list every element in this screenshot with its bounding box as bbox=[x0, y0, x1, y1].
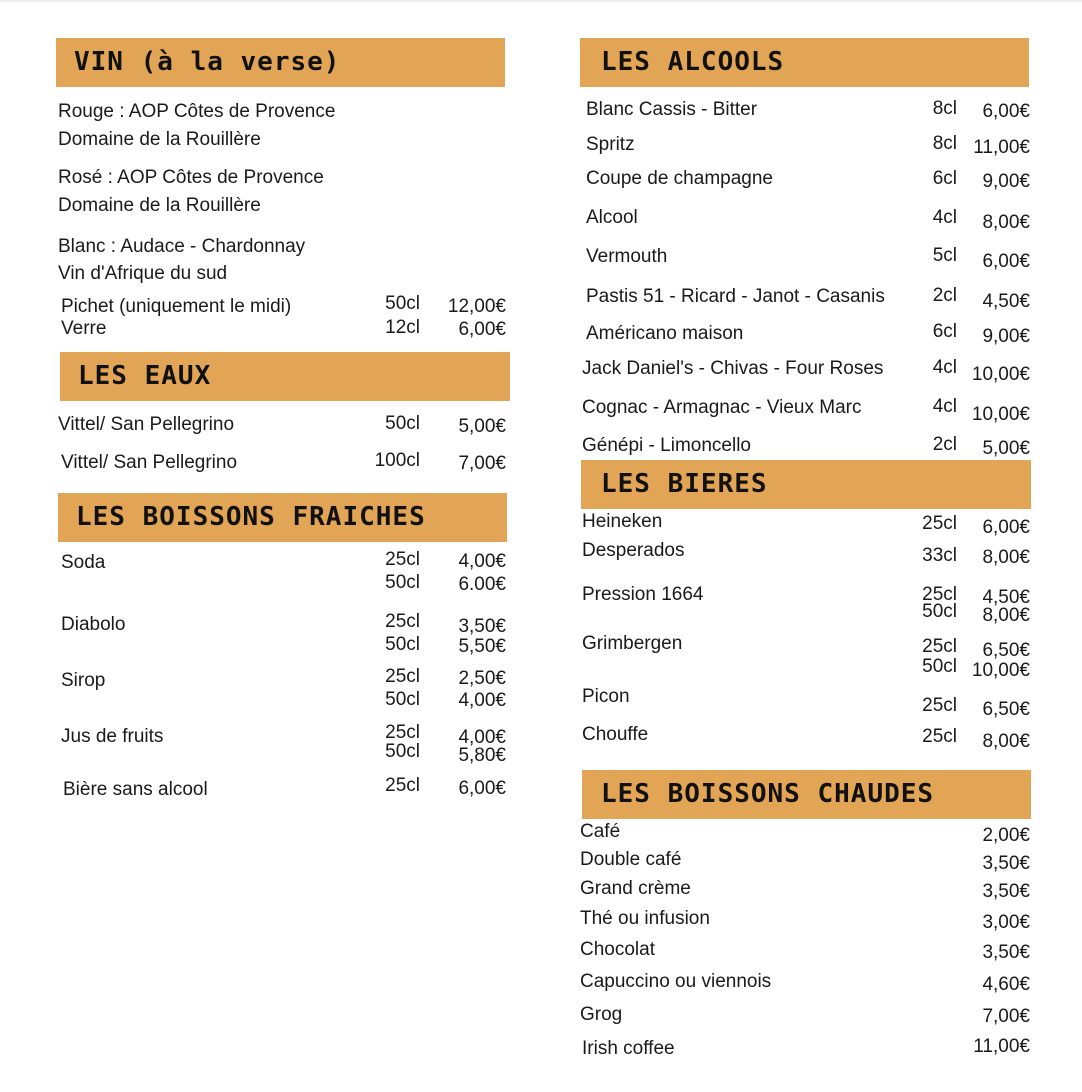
menu-item-price: 4,50€ bbox=[982, 587, 1030, 608]
menu-item-name: Chouffe bbox=[582, 724, 649, 745]
menu-item-volume: 25cl bbox=[922, 513, 957, 534]
menu-item-price: 4,50€ bbox=[982, 291, 1030, 312]
menu-item-price: 3,00€ bbox=[982, 912, 1030, 933]
menu-item-name: Café bbox=[580, 821, 621, 842]
vin-rouge-line1: Rouge : AOP Côtes de Provence bbox=[58, 101, 336, 122]
menu-item-volume: 4cl bbox=[932, 396, 957, 417]
section-header-boissons-fraiches: LES BOISSONS FRAICHES bbox=[58, 493, 507, 542]
menu-item-name: Pression 1664 bbox=[582, 584, 704, 605]
menu-item-price: 4,00€ bbox=[458, 727, 506, 748]
menu-item-name: Pichet (uniquement le midi) bbox=[61, 296, 292, 317]
menu-item-volume: 25cl bbox=[385, 666, 420, 687]
menu-item-name: Desperados bbox=[582, 540, 685, 561]
menu-item-price: 7,00€ bbox=[458, 453, 506, 474]
menu-item-name: Coupe de champagne bbox=[586, 168, 773, 189]
menu-item-name: Spritz bbox=[586, 134, 635, 155]
menu-item-name: Vittel/ San Pellegrino bbox=[61, 452, 238, 473]
menu-item-volume: 25cl bbox=[922, 726, 957, 747]
section-header-bieres: LES BIERES bbox=[581, 460, 1031, 509]
menu-item-price: 9,00€ bbox=[982, 171, 1030, 192]
menu-item-name: Pastis 51 - Ricard - Janot - Casanis bbox=[586, 286, 885, 307]
menu-item-price: 4,00€ bbox=[458, 690, 506, 711]
menu-item-name: Heineken bbox=[582, 511, 663, 532]
menu-item-name: Grand crème bbox=[580, 878, 691, 899]
menu-item-price: 12,00€ bbox=[447, 296, 506, 317]
menu-item-volume: 4cl bbox=[932, 207, 957, 228]
menu-item-name: Jus de fruits bbox=[61, 726, 164, 747]
menu-item-volume: 6cl bbox=[932, 321, 957, 342]
menu-item-volume: 25cl bbox=[922, 636, 957, 657]
menu-item-name: Picon bbox=[582, 686, 630, 707]
menu-item-name: Diabolo bbox=[61, 614, 126, 635]
menu-item-volume: 5cl bbox=[932, 245, 957, 266]
menu-item-name: Alcool bbox=[586, 207, 638, 228]
menu-item-name: Américano maison bbox=[586, 323, 744, 344]
menu-item-volume: 50cl bbox=[385, 634, 420, 655]
menu-item-price: 5,00€ bbox=[982, 438, 1030, 459]
menu-item-volume: 25cl bbox=[922, 695, 957, 716]
menu-item-name: Jack Daniel's - Chivas - Four Roses bbox=[582, 358, 884, 379]
menu-item-volume: 100cl bbox=[374, 450, 420, 471]
menu-item-volume: 50cl bbox=[922, 656, 957, 677]
menu-item-name: Sirop bbox=[61, 670, 106, 691]
menu-item-volume: 12cl bbox=[385, 317, 420, 338]
menu-item-name: Cognac - Armagnac - Vieux Marc bbox=[582, 397, 862, 418]
menu-item-name: Vermouth bbox=[586, 246, 668, 267]
menu-item-price: 8,00€ bbox=[982, 547, 1030, 568]
vin-rose-line2: Domaine de la Rouillère bbox=[58, 195, 261, 216]
menu-item-volume: 6cl bbox=[932, 168, 957, 189]
menu-item-price: 10,00€ bbox=[971, 660, 1030, 681]
menu-item-volume: 25cl bbox=[385, 722, 420, 743]
menu-item-price: 6,50€ bbox=[982, 640, 1030, 661]
menu-item-name: Verre bbox=[61, 318, 107, 339]
menu-item-name: Génépi - Limoncello bbox=[582, 435, 751, 456]
menu-item-name: Vittel/ San Pellegrino bbox=[58, 414, 235, 435]
vin-blanc-line1: Blanc : Audace - Chardonnay bbox=[58, 236, 306, 257]
menu-item-price: 11,00€ bbox=[973, 137, 1030, 158]
menu-item-volume: 2cl bbox=[932, 285, 957, 306]
menu-item-price: 5,50€ bbox=[458, 636, 506, 657]
menu-item-volume: 8cl bbox=[932, 98, 957, 119]
menu-item-price: 6,00€ bbox=[982, 517, 1030, 538]
menu-item-volume: 50cl bbox=[922, 601, 957, 622]
menu-item-volume: 33cl bbox=[922, 545, 957, 566]
menu-item-volume: 50cl bbox=[385, 293, 420, 314]
menu-item-price: 3,50€ bbox=[982, 853, 1030, 874]
menu-item-price: 7,00€ bbox=[982, 1006, 1030, 1027]
menu-item-price: 11,00€ bbox=[973, 1036, 1030, 1057]
menu-item-price: 6,50€ bbox=[982, 699, 1030, 720]
menu-item-price: 9,00€ bbox=[982, 326, 1030, 347]
menu-item-price: 10,00€ bbox=[971, 364, 1030, 385]
menu-item-price: 6,00€ bbox=[982, 101, 1030, 122]
menu-item-price: 4,00€ bbox=[458, 551, 506, 572]
menu-item-name: Bière sans alcool bbox=[63, 779, 208, 800]
menu-item-name: Soda bbox=[61, 552, 106, 573]
menu-item-price: 2,00€ bbox=[982, 825, 1030, 846]
menu-item-price: 8,00€ bbox=[982, 731, 1030, 752]
menu-item-volume: 4cl bbox=[932, 357, 957, 378]
menu-item-price: 3,50€ bbox=[458, 616, 506, 637]
menu-item-price: 5,80€ bbox=[458, 745, 506, 766]
menu-item-volume: 50cl bbox=[385, 689, 420, 710]
menu-item-volume: 8cl bbox=[932, 133, 957, 154]
menu-item-volume: 25cl bbox=[385, 549, 420, 570]
menu-item-name: Chocolat bbox=[580, 939, 655, 960]
menu-item-price: 3,50€ bbox=[982, 942, 1030, 963]
vin-blanc-line2: Vin d'Afrique du sud bbox=[58, 263, 228, 284]
menu-item-name: Capuccino ou viennois bbox=[580, 971, 772, 992]
menu-item-price: 2,50€ bbox=[458, 668, 506, 689]
menu-item-volume: 25cl bbox=[922, 584, 957, 605]
menu-item-price: 8,00€ bbox=[982, 605, 1030, 626]
menu-item-name: Grog bbox=[580, 1004, 623, 1025]
section-header-vin: VIN (à la verse) bbox=[56, 38, 505, 87]
menu-item-name: Double café bbox=[580, 849, 682, 870]
menu-item-volume: 50cl bbox=[385, 572, 420, 593]
menu-item-volume: 25cl bbox=[385, 775, 420, 796]
top-divider bbox=[0, 0, 1082, 2]
menu-item-price: 6.00€ bbox=[458, 574, 506, 595]
menu-item-price: 6,00€ bbox=[458, 778, 506, 799]
section-header-eaux: LES EAUX bbox=[60, 352, 510, 401]
menu-item-name: Irish coffee bbox=[582, 1038, 675, 1059]
menu-item-price: 6,00€ bbox=[982, 251, 1030, 272]
menu-item-price: 10,00€ bbox=[971, 404, 1030, 425]
menu-item-name: Grimbergen bbox=[582, 633, 683, 654]
vin-rose-line1: Rosé : AOP Côtes de Provence bbox=[58, 167, 324, 188]
menu-item-name: Thé ou infusion bbox=[580, 908, 710, 929]
menu-item-price: 6,00€ bbox=[458, 319, 506, 340]
menu-item-price: 5,00€ bbox=[458, 416, 506, 437]
menu-item-volume: 50cl bbox=[385, 741, 420, 762]
menu-item-volume: 2cl bbox=[932, 434, 957, 455]
section-header-alcools: LES ALCOOLS bbox=[580, 38, 1029, 87]
menu-item-volume: 25cl bbox=[385, 611, 420, 632]
menu-item-price: 4,60€ bbox=[982, 974, 1030, 995]
section-header-boissons-chaudes: LES BOISSONS CHAUDES bbox=[582, 770, 1031, 819]
menu-item-name: Blanc Cassis - Bitter bbox=[586, 99, 758, 120]
vin-rouge-line2: Domaine de la Rouillère bbox=[58, 129, 261, 150]
menu-item-price: 8,00€ bbox=[982, 212, 1030, 233]
menu-item-volume: 50cl bbox=[385, 413, 420, 434]
menu-item-price: 3,50€ bbox=[982, 881, 1030, 902]
